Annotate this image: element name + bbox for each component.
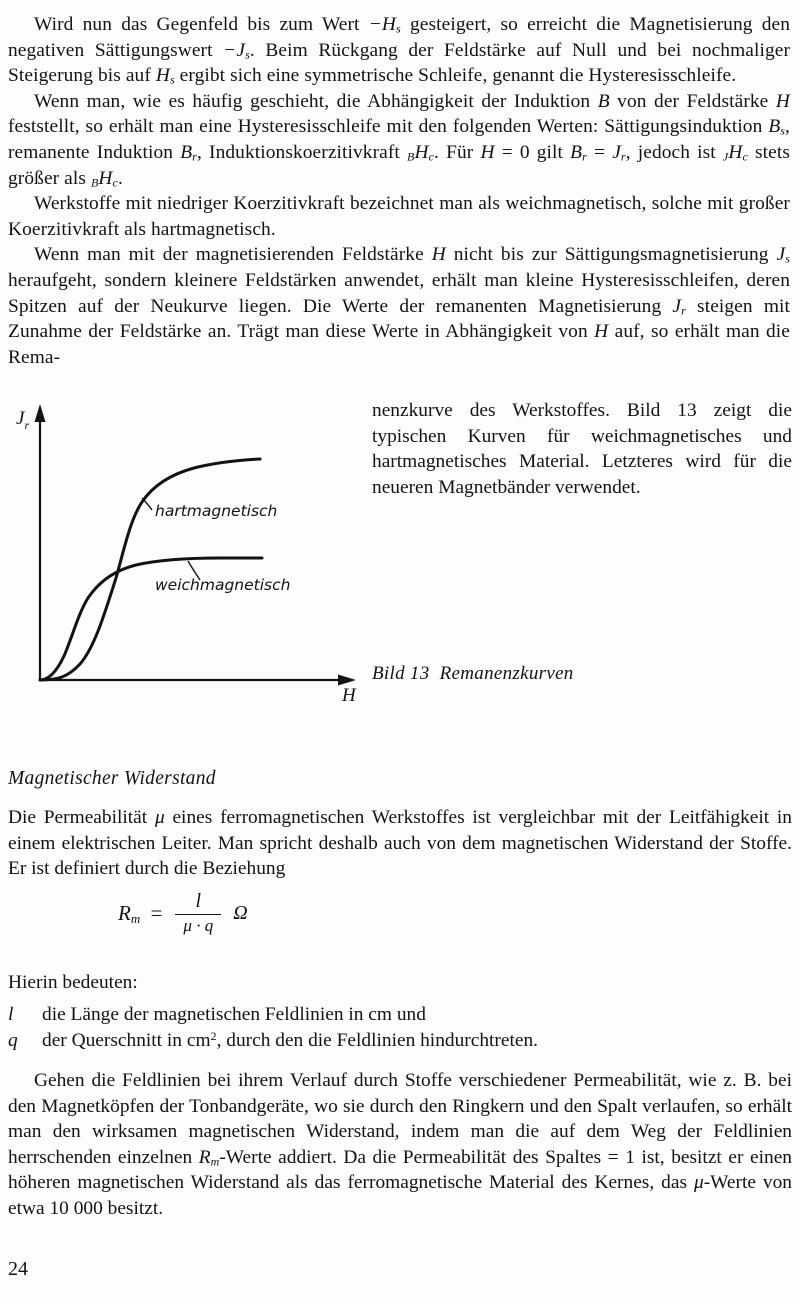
p7-symbol-mu: μ (693, 1172, 704, 1194)
paragraph-3: Werkstoffe mit niedriger Koerzitivkraft bezeichnet man als weichmagnetisch, solche mit großer Koerzitivkraft als hartmagnetisch. (8, 193, 790, 240)
p2-text-8: = (586, 141, 613, 163)
p1-text-3: . Beim Rückgang der Feldstärke auf Null und bei nochmaliger Steigerung bis auf (8, 39, 790, 87)
p5-text-2: eines ferromagnetischen Werkstoffes ist vergleichbar mit der Leitfähigkeit in einem elektrischen Leiter. Man spricht deshalb auch von dem magnetischen Widerstand der Stoffe. Er ist definiert durch die Beziehung (8, 807, 792, 880)
formula-denominator: μ · q (175, 914, 221, 936)
paragraph-5 (8, 805, 792, 882)
section-heading: Magnetischer Widerstand (8, 768, 216, 789)
p2-text-4: , remanente Induktion (8, 116, 790, 163)
p2-symbol-H: H (775, 90, 790, 112)
p2-text-11: . (117, 167, 123, 189)
p2-symbol-JHc: $JH_c$ (722, 141, 748, 164)
p4-text-5: auf, so erhält man die Rema- (8, 321, 790, 368)
main-text-column (8, 12, 790, 370)
p1-symbol-minus-Js: $-J_s$ (223, 39, 250, 62)
formula-equals: = (149, 900, 164, 925)
p7-text-3: -Werte von etwa 10 000 besitzt. (8, 1172, 793, 1219)
p7-text-2: -Werte addiert. Da die Permeabilität des Spaltes = 1 ist, besitzt er einen höheren magnetischen Widerstand als das ferromagnetische Material des Kernes, das (8, 1146, 792, 1194)
p2-text-3: feststellt, so erhält man eine Hysteresisschleife mit den folgenden Werten: Sättigungsinduktion (8, 116, 769, 138)
p1-text-1: Wird nun das Gegenfeld bis zum Wert (34, 14, 369, 35)
p2-symbol-Jr: $J_r$ (612, 141, 626, 164)
paragraph-7-block (8, 1068, 792, 1222)
paragraph-5-block (8, 805, 792, 882)
formula-lhs: $R_m$ (118, 900, 141, 926)
p2-text-7: = 0 gilt (494, 141, 571, 163)
p5-text-1: Die Permeabilität (8, 807, 155, 828)
p4-text-1: Wenn man mit der magnetisierenden Feldstärke (34, 244, 432, 266)
p2-text-1: Wenn man, wie es häufig geschieht, die Abhängigkeit der Induktion (34, 90, 598, 112)
p1-symbol-minus-Hs: $-H_s$ (368, 14, 401, 36)
p2-text-6: . Für (434, 141, 481, 163)
p7-text-1: Gehen die Feldlinien bei ihrem Verlauf durch Stoffe verschiedener Permeabilität, wie z. B. bei den Magnetköpfen der Tonbandgeräte, wo sie durch den Ringkern und den Spalt verlaufen, so erhält man den wirksamen magnetischen Widerstand, indem man die auf dem Weg der Feldlinien herrschenden einzelnen (8, 1070, 792, 1168)
p2-text-9: , jedoch ist (625, 141, 723, 163)
p1-text-2: gesteigert, so erreicht die Magnetisierung den negativen Sättigungswert (8, 14, 791, 61)
p5-symbol-mu: μ (154, 807, 165, 828)
p1-symbol-Hs: $H_s$ (155, 65, 175, 87)
definition-text-l: die Länge der magnetischen Feldlinien in cm und (42, 1004, 426, 1025)
p7-symbol-Rm: $R_m$ (198, 1146, 220, 1169)
p2-text-2: von der Feldstärke (609, 90, 776, 112)
p2-symbol-Br: $B_r$ (180, 141, 197, 164)
remanence-curves-chart (12, 398, 372, 710)
p4-symbol-H: H (431, 244, 446, 266)
p1-text-4: ergibt sich eine symmetrische Schleife, genannt die Hysteresisschleife. (174, 65, 737, 87)
paragraph-2 (8, 89, 790, 191)
p2-text-10: stets größer als (8, 141, 791, 189)
p4-text-4: steigen mit Zunahme der Feldstärke an. Trägt man diese Werte in Abhängigkeit von (8, 295, 790, 343)
page-number: 24 (8, 1258, 28, 1280)
paragraph-7 (8, 1068, 792, 1222)
definition-row-l (8, 1002, 792, 1028)
formula-numerator: l (195, 890, 202, 912)
p2-symbol-Br2: $B_r$ (570, 141, 587, 164)
definition-symbol-q: q (8, 1029, 18, 1051)
x-axis-label: H (342, 685, 356, 706)
figure-caption-text: Remanenzkurven (439, 663, 574, 684)
formula-fraction (175, 890, 221, 936)
y-axis-arrowhead (35, 404, 46, 422)
definition-text-q: der Querschnitt in $cm^2$, durch den die Feldlinien hindurchtreten. (42, 1028, 539, 1051)
definition-symbol-l: l (8, 1004, 14, 1025)
figure-caption-label: Bild 13 (372, 663, 430, 684)
p2-symbol-BHc2: $BH_c$ (90, 167, 118, 190)
p4-symbol-Jr: $J_r$ (672, 295, 686, 318)
leader-line-hartmagnetisch (142, 498, 152, 510)
p2-symbol-B: B (597, 90, 610, 112)
curve-label-weichmagnetisch: weichmagnetisch (155, 576, 291, 594)
paragraph-6: Hierin bedeuten: (8, 972, 138, 993)
curve-label-hartmagnetisch: hartmagnetisch (155, 502, 278, 520)
formula-unit: Ω (233, 901, 248, 924)
p4-text-2: nicht bis zur Sättigungsmagnetisierung (445, 244, 777, 266)
definition-list (8, 1002, 792, 1053)
definition-row-q (8, 1028, 792, 1054)
y-axis-label: $J_r$ (16, 408, 30, 432)
paragraph-4 (8, 242, 790, 370)
p2-symbol-Bs: $B_s$ (768, 116, 786, 139)
p4-symbol-Js: $J_s$ (776, 244, 790, 266)
p4-text-3: heraufgeht, sondern kleinere Feldstärken anwendet, erhält man kleine Hysteresisschleifen, deren Spitzen auf der Neukurve liegen. Die Werte der remanenten Magnetisierung (8, 269, 790, 317)
formula-magnetic-resistance (118, 890, 248, 936)
p2-symbol-BHc: $BH_c$ (407, 141, 435, 164)
p2-symbol-H2: H (480, 141, 495, 163)
paragraph-1 (8, 12, 790, 89)
figure-side-text: nenzkurve des Werkstoffes. Bild 13 zeigt die typischen Kurven für weichmagnetisches und hartmagnetisches Material. Letzteres wird für die neueren Magnetbänder verwendet. (372, 400, 792, 498)
curve-hartmagnetisch (40, 459, 260, 680)
p4-symbol-H2: H (594, 321, 609, 343)
figure-caption (372, 663, 574, 685)
p2-text-5: , Induktionskoerzitivkraft (196, 141, 408, 163)
figure-remanenzkurven (12, 398, 372, 710)
x-axis-arrowhead (338, 675, 356, 686)
